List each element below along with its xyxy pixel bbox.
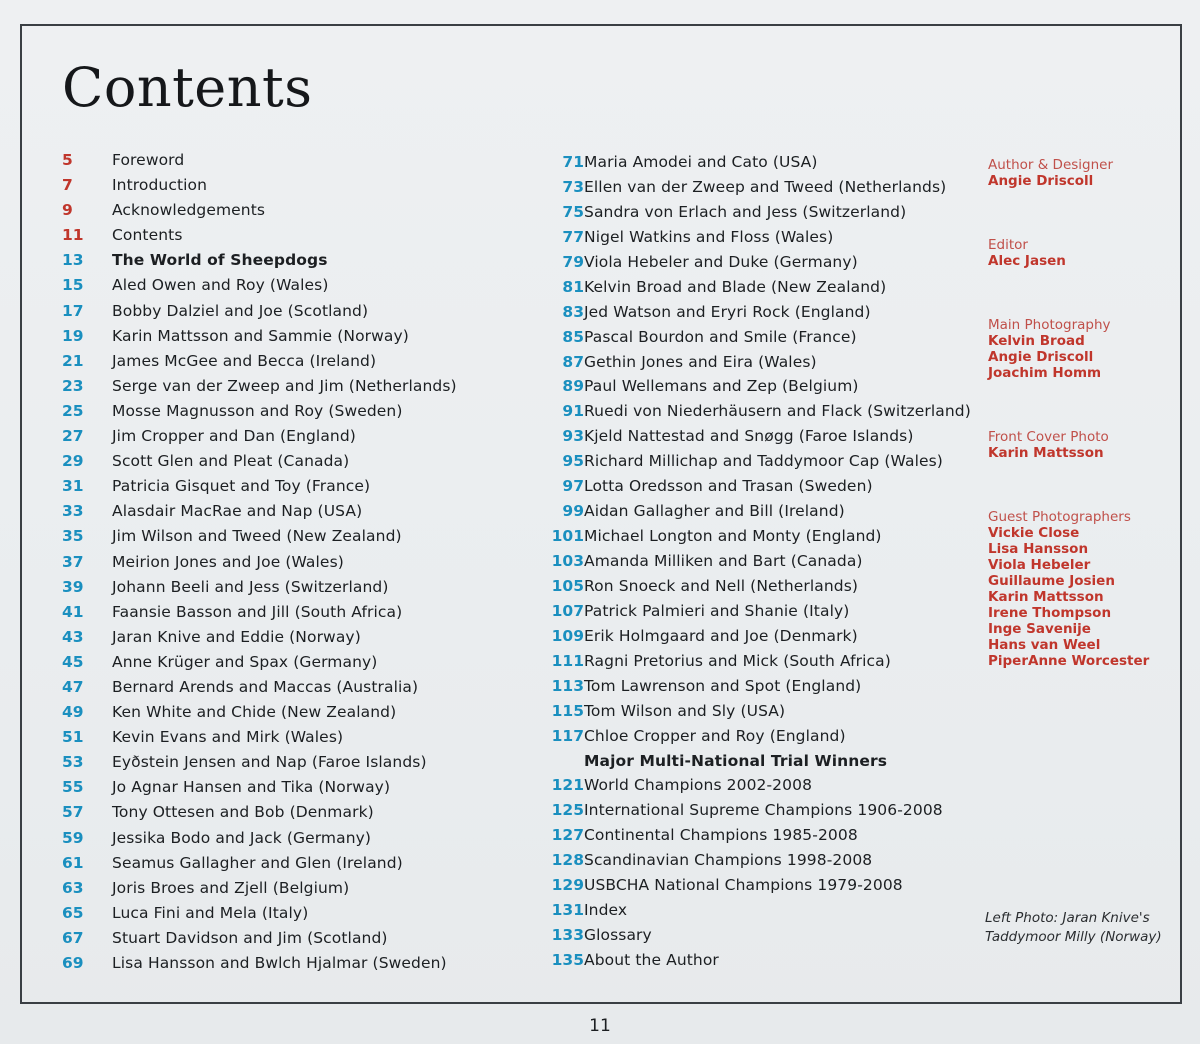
toc-entry-label: Index: [584, 901, 628, 920]
toc-entry: [534, 602, 971, 627]
toc-entry-label: Stuart Davidson and Jim (Scotland): [112, 928, 388, 947]
toc-entry: [534, 577, 971, 602]
toc-entry: [62, 854, 457, 879]
toc-entry: [534, 677, 971, 702]
toc-entry: [534, 228, 971, 253]
caption-line: Taddymoor Milly (Norway): [985, 929, 1162, 945]
toc-page-number: 127: [551, 826, 584, 845]
toc-entry-label: Viola Hebeler and Duke (Germany): [584, 252, 858, 271]
toc-entry: [62, 452, 457, 477]
toc-page-number: 11: [62, 226, 84, 245]
toc-entry-label: Foreword: [112, 151, 185, 169]
toc-entry-label: Nigel Watkins and Floss (Wales): [584, 227, 834, 246]
toc-entry-label: Amanda Milliken and Bart (Canada): [584, 552, 863, 570]
toc-entry-label: Contents: [112, 226, 183, 245]
toc-column-right: [534, 153, 971, 976]
toc-entry: [534, 353, 971, 378]
toc-entry: [62, 302, 457, 327]
toc-entry-label: Major Multi-National Trial Winners: [584, 751, 888, 770]
toc-entry: [62, 703, 457, 728]
toc-entry: [62, 377, 457, 402]
toc-page-number: 21: [62, 351, 84, 370]
toc-entry-label: Bobby Dalziel and Joe (Scotland): [112, 301, 369, 320]
toc-page-number: 59: [62, 828, 84, 847]
toc-page-number: 109: [551, 626, 584, 645]
toc-entry: [534, 727, 971, 752]
toc-entry: [62, 803, 457, 828]
credit-name: Karin Mattsson: [988, 445, 1104, 461]
toc-entry-label: James McGee and Becca (Ireland): [112, 351, 377, 370]
toc-entry: [534, 627, 971, 652]
toc-entry: [62, 954, 457, 979]
credit-block: [988, 509, 1149, 669]
credit-name: Viola Hebeler: [988, 557, 1091, 573]
credit-name: Angie Driscoll: [988, 349, 1094, 365]
credit-name: Lisa Hansson: [988, 541, 1089, 557]
toc-entry-label: Chloe Cropper and Roy (England): [584, 726, 846, 745]
toc-entry-label: Jessika Bodo and Jack (Germany): [112, 828, 372, 847]
toc-entry-label: Introduction: [112, 176, 208, 195]
photo-caption: [985, 909, 1185, 947]
toc-page-number: 31: [62, 477, 84, 496]
toc-page-number: 17: [62, 301, 84, 320]
toc-entry: [62, 929, 457, 954]
toc-entry: [62, 653, 457, 678]
credit-block: [988, 317, 1111, 381]
toc-entry: [62, 201, 457, 226]
toc-entry-label: Lotta Oredsson and Trasan (Sweden): [584, 477, 873, 496]
toc-entry: [62, 477, 457, 502]
credit-role: Main Photography: [988, 317, 1111, 333]
toc-entry: [534, 427, 971, 452]
toc-entry: [62, 578, 457, 603]
toc-page-number: 81: [562, 277, 584, 296]
credit-name: Joachim Homm: [988, 365, 1102, 381]
toc-page-number: 135: [551, 951, 584, 969]
toc-page-number: 47: [62, 677, 84, 696]
toc-entry: [62, 553, 457, 578]
toc-page-number: 77: [562, 227, 584, 246]
toc-page-number: 49: [62, 703, 84, 722]
toc-entry: [534, 502, 971, 527]
toc-entry-label: Karin Mattsson and Sammie (Norway): [112, 326, 409, 345]
toc-entry-label: Bernard Arends and Maccas (Australia): [112, 677, 419, 696]
toc-entry-label: Aled Owen and Roy (Wales): [112, 276, 329, 295]
toc-entry-label: Serge van der Zweep and Jim (Netherlands): [112, 376, 457, 395]
toc-entry: [62, 829, 457, 854]
toc-entry: [62, 628, 457, 653]
toc-entry-label: Jim Cropper and Dan (England): [112, 427, 356, 446]
toc-entry-label: About the Author: [584, 951, 719, 969]
toc-entry-label: Anne Krüger and Spax (Germany): [112, 652, 378, 671]
toc-entry-label: Johann Beeli and Jess (Switzerland): [112, 577, 389, 596]
toc-entry-label: Scandinavian Champions 1998-2008: [584, 851, 873, 870]
page-number: 11: [589, 1016, 611, 1036]
toc-entry: [534, 303, 971, 328]
toc-entry: [62, 728, 457, 753]
toc-entry-label: Ragni Pretorius and Mick (South Africa): [584, 651, 891, 670]
toc-entry-label: Jo Agnar Hansen and Tika (Norway): [112, 778, 391, 797]
toc-entry: [534, 851, 971, 876]
credit-name: Guillaume Josien: [988, 573, 1115, 589]
toc-page-number: 89: [562, 377, 584, 396]
toc-entry-label: Scott Glen and Pleat (Canada): [112, 452, 350, 471]
toc-entry-label: Acknowledgements: [112, 201, 266, 220]
toc-entry: [62, 879, 457, 904]
toc-page-number: 75: [562, 202, 584, 221]
toc-entry: [62, 753, 457, 778]
toc-entry: [62, 352, 457, 377]
credit-name: Irene Thompson: [988, 605, 1112, 621]
credit-name: Inge Savenije: [988, 621, 1091, 637]
toc-entry-label: Kelvin Broad and Blade (New Zealand): [584, 277, 887, 296]
toc-page-number: 125: [551, 801, 584, 820]
toc-entry-label: Seamus Gallagher and Glen (Ireland): [112, 853, 403, 872]
toc-entry-label: Erik Holmgaard and Joe (Denmark): [584, 626, 858, 645]
toc-entry-label: Jim Wilson and Tweed (New Zealand): [112, 527, 402, 546]
toc-page-number: 53: [62, 753, 84, 772]
toc-entry: [62, 251, 457, 276]
credit-name: Alec Jasen: [988, 253, 1066, 269]
toc-entry: [534, 402, 971, 427]
toc-entry-label: Tony Ottesen and Bob (Denmark): [112, 803, 374, 822]
toc-entry: [534, 876, 971, 901]
toc-entry: [62, 678, 457, 703]
credit-role: Front Cover Photo: [988, 429, 1109, 445]
toc-page-number: 63: [62, 878, 84, 897]
credit-block: [988, 157, 1113, 189]
toc-page-number: 73: [562, 177, 584, 196]
toc-entry: [534, 203, 971, 228]
toc-entry: [62, 402, 457, 427]
toc-entry: [534, 702, 971, 727]
toc-page-number: 45: [62, 652, 84, 671]
toc-entry: [534, 926, 971, 951]
toc-page-number: 93: [562, 427, 584, 446]
toc-entry: [534, 527, 971, 552]
toc-entry: [62, 527, 457, 552]
toc-entry-label: Luca Fini and Mela (Italy): [112, 903, 309, 922]
toc-entry: [534, 776, 971, 801]
toc-entry: [62, 427, 457, 452]
toc-entry: [62, 904, 457, 929]
toc-entry-label: Kevin Evans and Mirk (Wales): [112, 728, 344, 747]
toc-page-number: 99: [562, 502, 584, 521]
toc-page-number: 121: [551, 776, 584, 795]
toc-entry: [534, 652, 971, 677]
toc-entry-label: Tom Wilson and Sly (USA): [584, 701, 786, 720]
credit-name: Karin Mattsson: [988, 589, 1104, 605]
toc-entry-label: Ruedi von Niederhäusern and Flack (Switzerland): [584, 402, 971, 421]
toc-entry-label: Joris Broes and Zjell (Belgium): [112, 878, 350, 897]
toc-entry: [534, 477, 971, 502]
toc-page-number: 9: [62, 201, 73, 220]
toc-entry-label: International Supreme Champions 1906-2008: [584, 801, 943, 820]
toc-entry-label: Aidan Gallagher and Bill (Ireland): [584, 502, 845, 521]
toc-page-number: 15: [62, 276, 84, 295]
toc-page-number: 115: [551, 701, 584, 720]
credit-role: Guest Photographers: [988, 509, 1131, 525]
toc-page-number: 19: [62, 326, 84, 345]
toc-entry-label: Faansie Basson and Jill (South Africa): [112, 602, 403, 621]
toc-page-number: 25: [62, 401, 84, 420]
toc-entry: [62, 226, 457, 251]
toc-page-number: 39: [62, 577, 84, 596]
toc-entry: [62, 778, 457, 803]
toc-page-number: 69: [62, 954, 84, 972]
toc-page-number: 117: [551, 726, 584, 745]
toc-entry: [62, 176, 457, 201]
toc-page-number: 79: [562, 252, 584, 271]
toc-page-number: 33: [62, 502, 84, 521]
toc-entry-label: Lisa Hansson and Bwlch Hjalmar (Sweden): [112, 954, 447, 972]
toc-entry-label: Kjeld Nattestad and Snøgg (Faroe Islands): [584, 427, 914, 446]
toc-entry-label: Jed Watson and Eryri Rock (England): [584, 302, 871, 321]
toc-entry-label: Ken White and Chide (New Zealand): [112, 703, 397, 722]
toc-entry: [534, 901, 971, 926]
toc-entry: [534, 552, 971, 577]
toc-page-number: 128: [551, 851, 584, 870]
toc-entry: [62, 603, 457, 628]
toc-entry-label: Continental Champions 1985-2008: [584, 826, 858, 845]
toc-entry: [534, 801, 971, 826]
credit-role: Author & Designer: [988, 157, 1114, 173]
toc-page-number: 113: [551, 676, 584, 695]
toc-entry-label: Sandra von Erlach and Jess (Switzerland): [584, 202, 907, 221]
toc-page-number: 133: [551, 926, 584, 945]
toc-entry-label: Paul Wellemans and Zep (Belgium): [584, 377, 859, 396]
credit-name: Kelvin Broad: [988, 333, 1085, 349]
toc-entry: [534, 178, 971, 203]
toc-page-number: 35: [62, 527, 84, 546]
toc-page-number: 107: [551, 601, 584, 620]
credit-name: Hans van Weel: [988, 637, 1101, 653]
credit-name: Vickie Close: [988, 525, 1080, 541]
credit-name: Angie Driscoll: [988, 173, 1094, 189]
toc-entry-label: Richard Millichap and Taddymoor Cap (Wales): [584, 452, 943, 471]
credit-name: PiperAnne Worcester: [988, 653, 1150, 669]
toc-entry: [534, 752, 971, 777]
toc-page-number: 87: [562, 352, 584, 371]
toc-entry: [62, 327, 457, 352]
toc-page-number: 57: [62, 803, 84, 822]
toc-page-number: 103: [551, 552, 584, 570]
toc-entry: [534, 826, 971, 851]
toc-entry-label: Meirion Jones and Joe (Wales): [112, 552, 344, 571]
toc-entry-label: The World of Sheepdogs: [112, 251, 328, 270]
toc-entry: [534, 452, 971, 477]
toc-page-number: 105: [551, 576, 584, 595]
toc-entry-label: Tom Lawrenson and Spot (England): [584, 676, 862, 695]
toc-entry-label: Glossary: [584, 926, 652, 945]
toc-page-number: 67: [62, 928, 84, 947]
toc-page-number: 27: [62, 427, 84, 446]
toc-entry-label: Maria Amodei and Cato (USA): [584, 153, 818, 171]
credit-block: [988, 237, 1066, 269]
toc-page-number: 71: [562, 153, 584, 171]
toc-entry-label: Gethin Jones and Eira (Wales): [584, 352, 817, 371]
toc-entry-label: Patricia Gisquet and Toy (France): [112, 477, 371, 496]
toc-page-number: 61: [62, 853, 84, 872]
toc-entry: [534, 278, 971, 303]
toc-page-number: 97: [562, 477, 584, 496]
toc-page-number: 5: [62, 151, 73, 169]
toc-entry-label: Jaran Knive and Eddie (Norway): [112, 627, 361, 646]
toc-entry-label: USBCHA National Champions 1979-2008: [584, 876, 903, 895]
toc-entry: [534, 377, 971, 402]
caption-line: Left Photo: Jaran Knive's: [985, 910, 1150, 926]
page-title: Contents: [62, 56, 313, 119]
toc-entry-label: Mosse Magnusson and Roy (Sweden): [112, 401, 403, 420]
toc-entry-label: Pascal Bourdon and Smile (France): [584, 327, 857, 346]
toc-page-number: 95: [562, 452, 584, 471]
toc-entry: [534, 153, 971, 178]
toc-page-number: 51: [62, 728, 84, 747]
toc-entry: [534, 253, 971, 278]
toc-page-number: 23: [62, 376, 84, 395]
toc-page-number: 41: [62, 602, 84, 621]
toc-page-number: 29: [62, 452, 84, 471]
toc-page-number: 83: [562, 302, 584, 321]
toc-entry-label: Ron Snoeck and Nell (Netherlands): [584, 576, 859, 595]
toc-entry: [534, 328, 971, 353]
toc-page-number: 131: [551, 901, 584, 920]
toc-page-number: 43: [62, 627, 84, 646]
toc-page-number: 65: [62, 903, 84, 922]
toc-page-number: 37: [62, 552, 84, 571]
toc-entry: [62, 502, 457, 527]
toc-page-number: 7: [62, 176, 73, 195]
toc-page-number: 13: [62, 251, 84, 270]
credit-role: Editor: [988, 237, 1028, 253]
toc-entry-label: Eyðstein Jensen and Nap (Faroe Islands): [112, 753, 427, 772]
toc-entry-label: Michael Longton and Monty (England): [584, 527, 882, 546]
toc-page-number: 111: [551, 651, 584, 670]
toc-entry: [534, 951, 971, 976]
toc-entry-label: Alasdair MacRae and Nap (USA): [112, 502, 363, 521]
toc-page-number: 85: [562, 327, 584, 346]
toc-entry: [62, 151, 457, 176]
credit-block: [988, 429, 1109, 461]
toc-entry: [62, 276, 457, 301]
toc-entry-label: Patrick Palmieri and Shanie (Italy): [584, 601, 850, 620]
toc-entry-label: World Champions 2002-2008: [584, 776, 813, 795]
toc-page-number: 55: [62, 778, 84, 797]
toc-page-number: 129: [551, 876, 584, 895]
toc-column-left: [62, 151, 457, 979]
toc-page-number: 101: [551, 527, 584, 546]
toc-entry-label: Ellen van der Zweep and Tweed (Netherlands): [584, 177, 947, 196]
toc-page-number: 91: [562, 402, 584, 421]
